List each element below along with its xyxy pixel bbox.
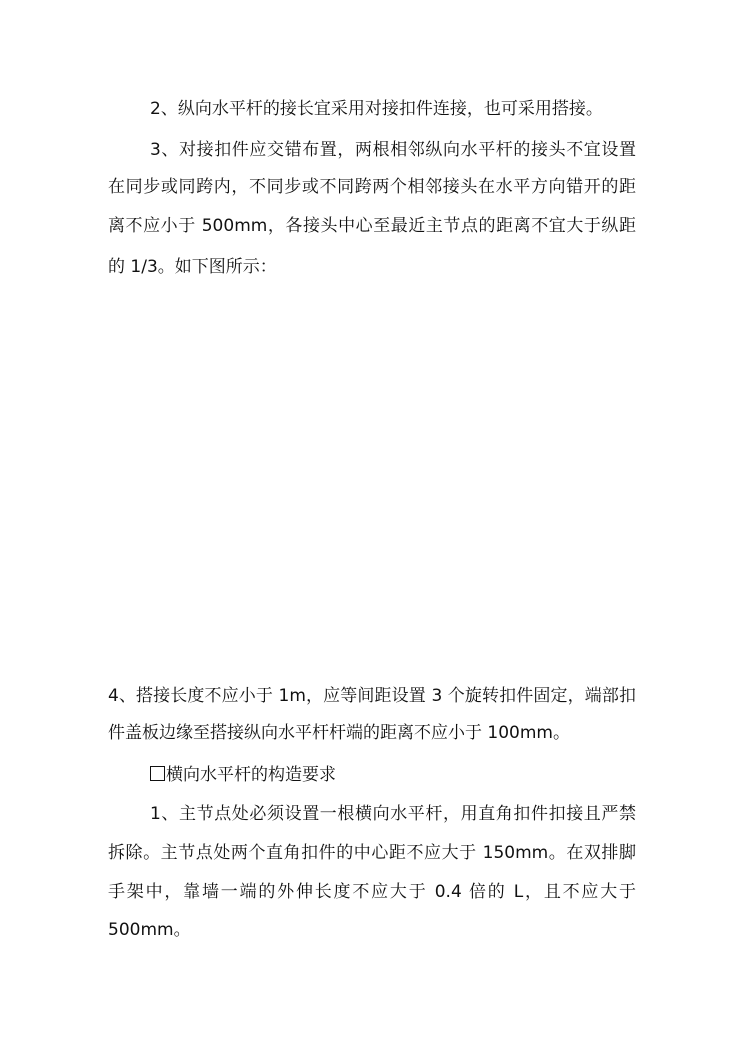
paragraph-5-line-2: 拆除。主节点处两个直角扣件的中心距不应大于 150mm。在双排脚 [108,843,636,863]
paragraph-4-line-1: 4、搭接长度不应小于 1m，应等间距设置 3 个旋转扣件固定，端部扣 [108,686,636,706]
section-heading-text: 横向水平杆的构造要求 [166,765,336,785]
paragraph-5-line-4: 500mm。 [108,920,191,940]
paragraph-5-line-3: 手架中，靠墙一端的外伸长度不应大于 0.4 倍的 L，且不应大于 [108,882,636,902]
paragraph-3-line-2: 在同步或同跨内，不同步或不同跨两个相邻接头在水平方向错开的距 [108,177,636,197]
paragraph-5-line-1: 1、主节点处必须设置一根横向水平杆，用直角扣件扣接且严禁 [150,804,636,824]
paragraph-3-line-3: 离不应小于 500mm，各接头中心至最近主节点的距离不宜大于纵距 [108,216,636,236]
paragraph-4-line-2: 件盖板边缘至搭接纵向水平杆杆端的距离不应小于 100mm。 [108,723,570,743]
paragraph-3-line-4: 的 1/3。如下图所示： [108,257,277,277]
paragraph-2-line-1: 2、纵向水平杆的接长宜采用对接扣件连接，也可采用搭接。 [150,99,603,119]
section-heading [150,758,636,792]
square-checkbox-icon [150,766,165,781]
paragraph-3-line-1: 3、对接扣件应交错布置，两根相邻纵向水平杆的接头不宜设置 [150,140,636,160]
